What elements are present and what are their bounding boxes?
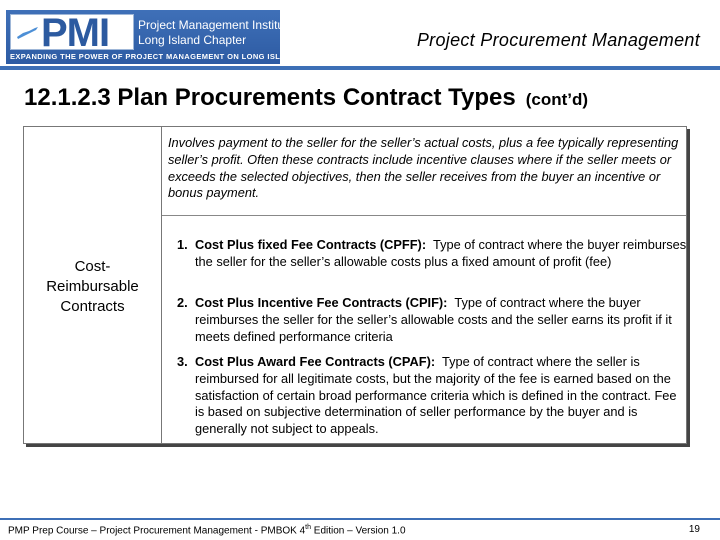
list-item-desc: Type of contract where the buyer reimburses the seller for the seller’s allowable costs and the seller earns its profit if it meets defined performance criteria (195, 295, 672, 344)
category-column (24, 127, 162, 443)
footer-text (8, 524, 406, 536)
list-item (177, 237, 687, 271)
list-item-desc: Type of contract where the seller is reimbursed for all legitimate costs, but the majority of the fee is earned based on the satisfaction of certain broad performance criteria which is defined in the contract. Fee is based on subjective determination of seller performance by the buyer and is generally not subject to appeals. (195, 354, 677, 437)
header-title: Project Procurement Management (416, 30, 700, 50)
pmi-logo (6, 10, 298, 64)
slide-title (24, 84, 588, 112)
footer-text-main: PMP Prep Course – Project Procurement Management - PMBOK 4 (8, 525, 306, 537)
page-number: 19 (688, 524, 700, 535)
logo-chapter-name: Long Island Chapter (138, 33, 247, 47)
list-item-name: Cost Plus fixed Fee Contracts (CPFF): (195, 237, 427, 252)
category-label (24, 257, 161, 317)
header-divider (0, 66, 720, 70)
list-item (177, 354, 687, 438)
footer-text-edition: Edition – Version 1.0 (311, 525, 406, 537)
logo-org-name: Project Management Institute (138, 18, 295, 32)
content-panel (23, 126, 687, 444)
section-divider (162, 215, 686, 216)
category-label-line1: Cost- (74, 258, 111, 275)
category-label-line2: Reimbursable (46, 278, 139, 295)
slide-title-text: 12.1.2.3 Plan Procurements Contract Types (24, 84, 516, 111)
list-item-desc: Type of contract where the buyer reimburses the seller for the seller’s allowable costs plus a fixed amount of profit (fee) (195, 237, 687, 269)
intro-text: Involves payment to the seller for the seller’s actual costs, plus a fee typically representing seller’s profit. Often these contracts include incentive clauses where if the seller meets or exceeds the selected objectives, then the seller receives from the buyer an incentive or bonus payment. (168, 135, 679, 201)
list-item-name: Cost Plus Award Fee Contracts (CPAF): (195, 354, 436, 369)
footer-text-sup: th (305, 524, 312, 531)
category-label-line3: Contracts (60, 298, 125, 315)
slide-title-contd: (cont’d) (525, 90, 589, 109)
logo-badge (10, 14, 134, 50)
logo-pmi-text: PMI (41, 14, 110, 50)
list-item-number: 1. (177, 237, 188, 252)
long-island-map-icon (15, 21, 39, 45)
footer-divider (0, 518, 720, 520)
list-item-number: 3. (177, 354, 188, 369)
logo-tagline: EXPANDING THE POWER OF PROJECT MANAGEMENT ON LONG ISLAND (10, 52, 298, 61)
list-item-number: 2. (177, 295, 188, 310)
list-item (177, 295, 687, 345)
list-item-name: Cost Plus Incentive Fee Contracts (CPIF): (195, 295, 448, 310)
